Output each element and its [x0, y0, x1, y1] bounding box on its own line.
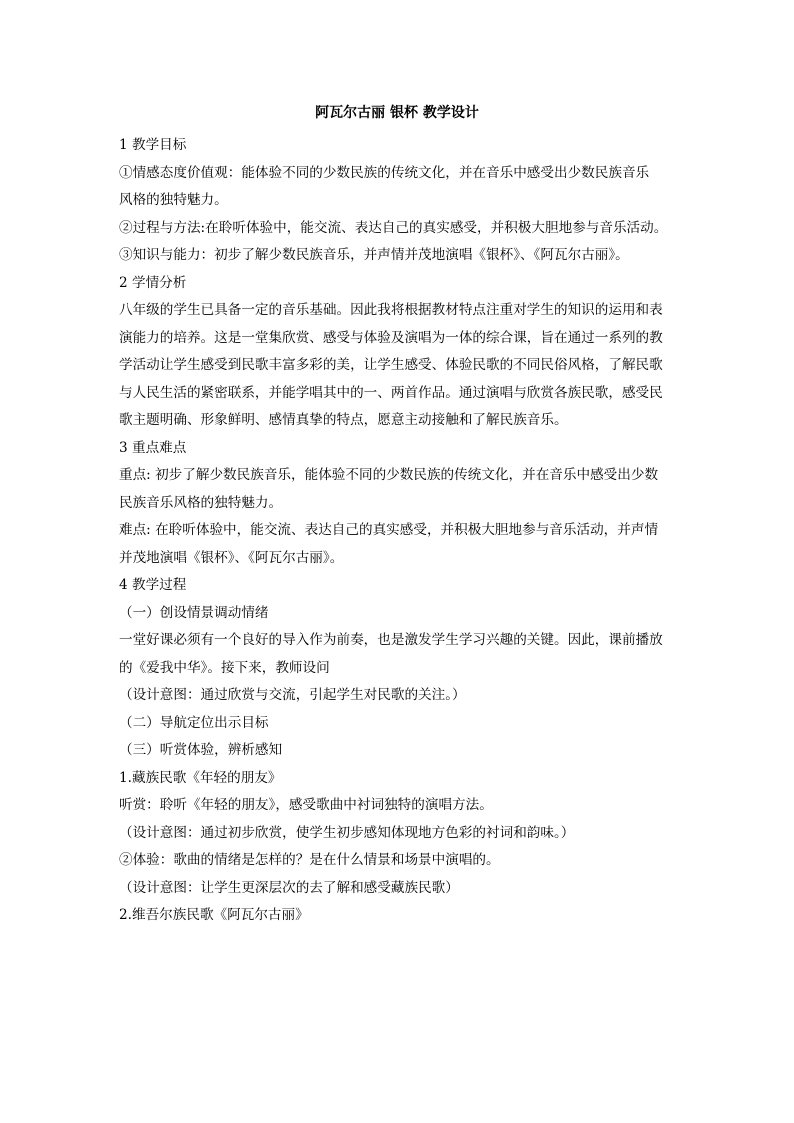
paragraph-line: ②过程与方法:在聆听体验中，能交流、表达自己的真实感受，并积极大胆地参与音乐活动。 — [119, 219, 668, 236]
paragraph-line: ①情感态度价值观：能体验不同的少数民族的传统文化，并在音乐中感受出少数民族音乐 — [119, 164, 650, 181]
subsection-heading: （二）导航定位出示目标 — [119, 714, 269, 731]
paragraph-line: 的《爱我中华》。接下来，教师设问 — [119, 659, 330, 676]
paragraph-line: 民族音乐风格的独特魅力。 — [119, 494, 283, 511]
paragraph-line: 重点: 初步了解少数民族音乐，能体验不同的少数民族的传统文化，并在音乐中感受出少数 — [119, 467, 659, 483]
design-intent-note: （设计意图：通过欣赏与交流，引起学生对民歌的关注。） — [119, 687, 466, 703]
paragraph-line: ②体验：歌曲的情绪是怎样的？是在什么情景和场景中演唱的。 — [119, 852, 500, 868]
section-heading: 3 重点难点 — [119, 439, 187, 456]
document-title: 阿瓦尔古丽 银杯 教学设计 — [315, 105, 479, 121]
design-intent-note: （设计意图：让学生更深层次的去了解和感受藏族民歌） — [119, 879, 459, 896]
paragraph-line: 风格的独特魅力。 — [119, 192, 228, 208]
paragraph-line: 并茂地演唱《银杯》、《阿瓦尔古丽》。 — [119, 549, 344, 566]
paragraph-line: ③知识与能力：初步了解少数民族音乐，并声情并茂地演唱《银杯》、《阿瓦尔古丽》。 — [119, 247, 629, 263]
song-heading: 2.维吾尔族民歌《阿瓦尔古丽》 — [119, 907, 309, 923]
paragraph-line: 演能力的培养。这是一堂集欣赏、感受与体验及演唱为一体的综合课，旨在通过一系列的教 — [119, 329, 663, 346]
section-heading: 2 学情分析 — [119, 274, 187, 291]
document-body — [119, 132, 677, 930]
paragraph-line: 八年级的学生已具备一定的音乐基础。因此我将根据教材特点注重对学生的知识的运用和表 — [119, 302, 663, 318]
paragraph-line: 歌主题明确、形象鲜明、感情真挚的特点，愿意主动接触和了解民族音乐。 — [119, 412, 568, 428]
paragraph-line: 一堂好课必须有一个良好的导入作为前奏，也是激发学生学习兴趣的关键。因此，课前播放 — [119, 632, 663, 648]
section-heading: 1 教学目标 — [119, 137, 187, 153]
paragraph-line: 难点: 在聆听体验中，能交流、表达自己的真实感受，并积极大胆地参与音乐活动，并声情 — [119, 522, 659, 538]
paragraph-line: 听赏：聆听《年轻的朋友》，感受歌曲中衬词独特的演唱方法。 — [119, 797, 493, 813]
section-heading: 4 教学过程 — [119, 577, 187, 593]
song-heading: 1.藏族民歌《年轻的朋友》 — [119, 769, 282, 786]
paragraph-line: 与人民生活的紧密联系，并能学唱其中的一、两首作品。通过演唱与欣赏各族民歌，感受民 — [119, 384, 663, 401]
paragraph-line: 学活动让学生感受到民歌丰富多彩的美，让学生感受、体验民歌的不同民俗风格，了解民歌 — [119, 357, 663, 373]
design-intent-note: （设计意图：通过初步欣赏，使学生初步感知体现地方色彩的衬词和韵味。） — [119, 824, 575, 841]
subsection-heading: （三）听赏体验，辨析感知 — [119, 742, 283, 758]
subsection-heading: （一）创设情景调动情绪 — [119, 604, 269, 621]
